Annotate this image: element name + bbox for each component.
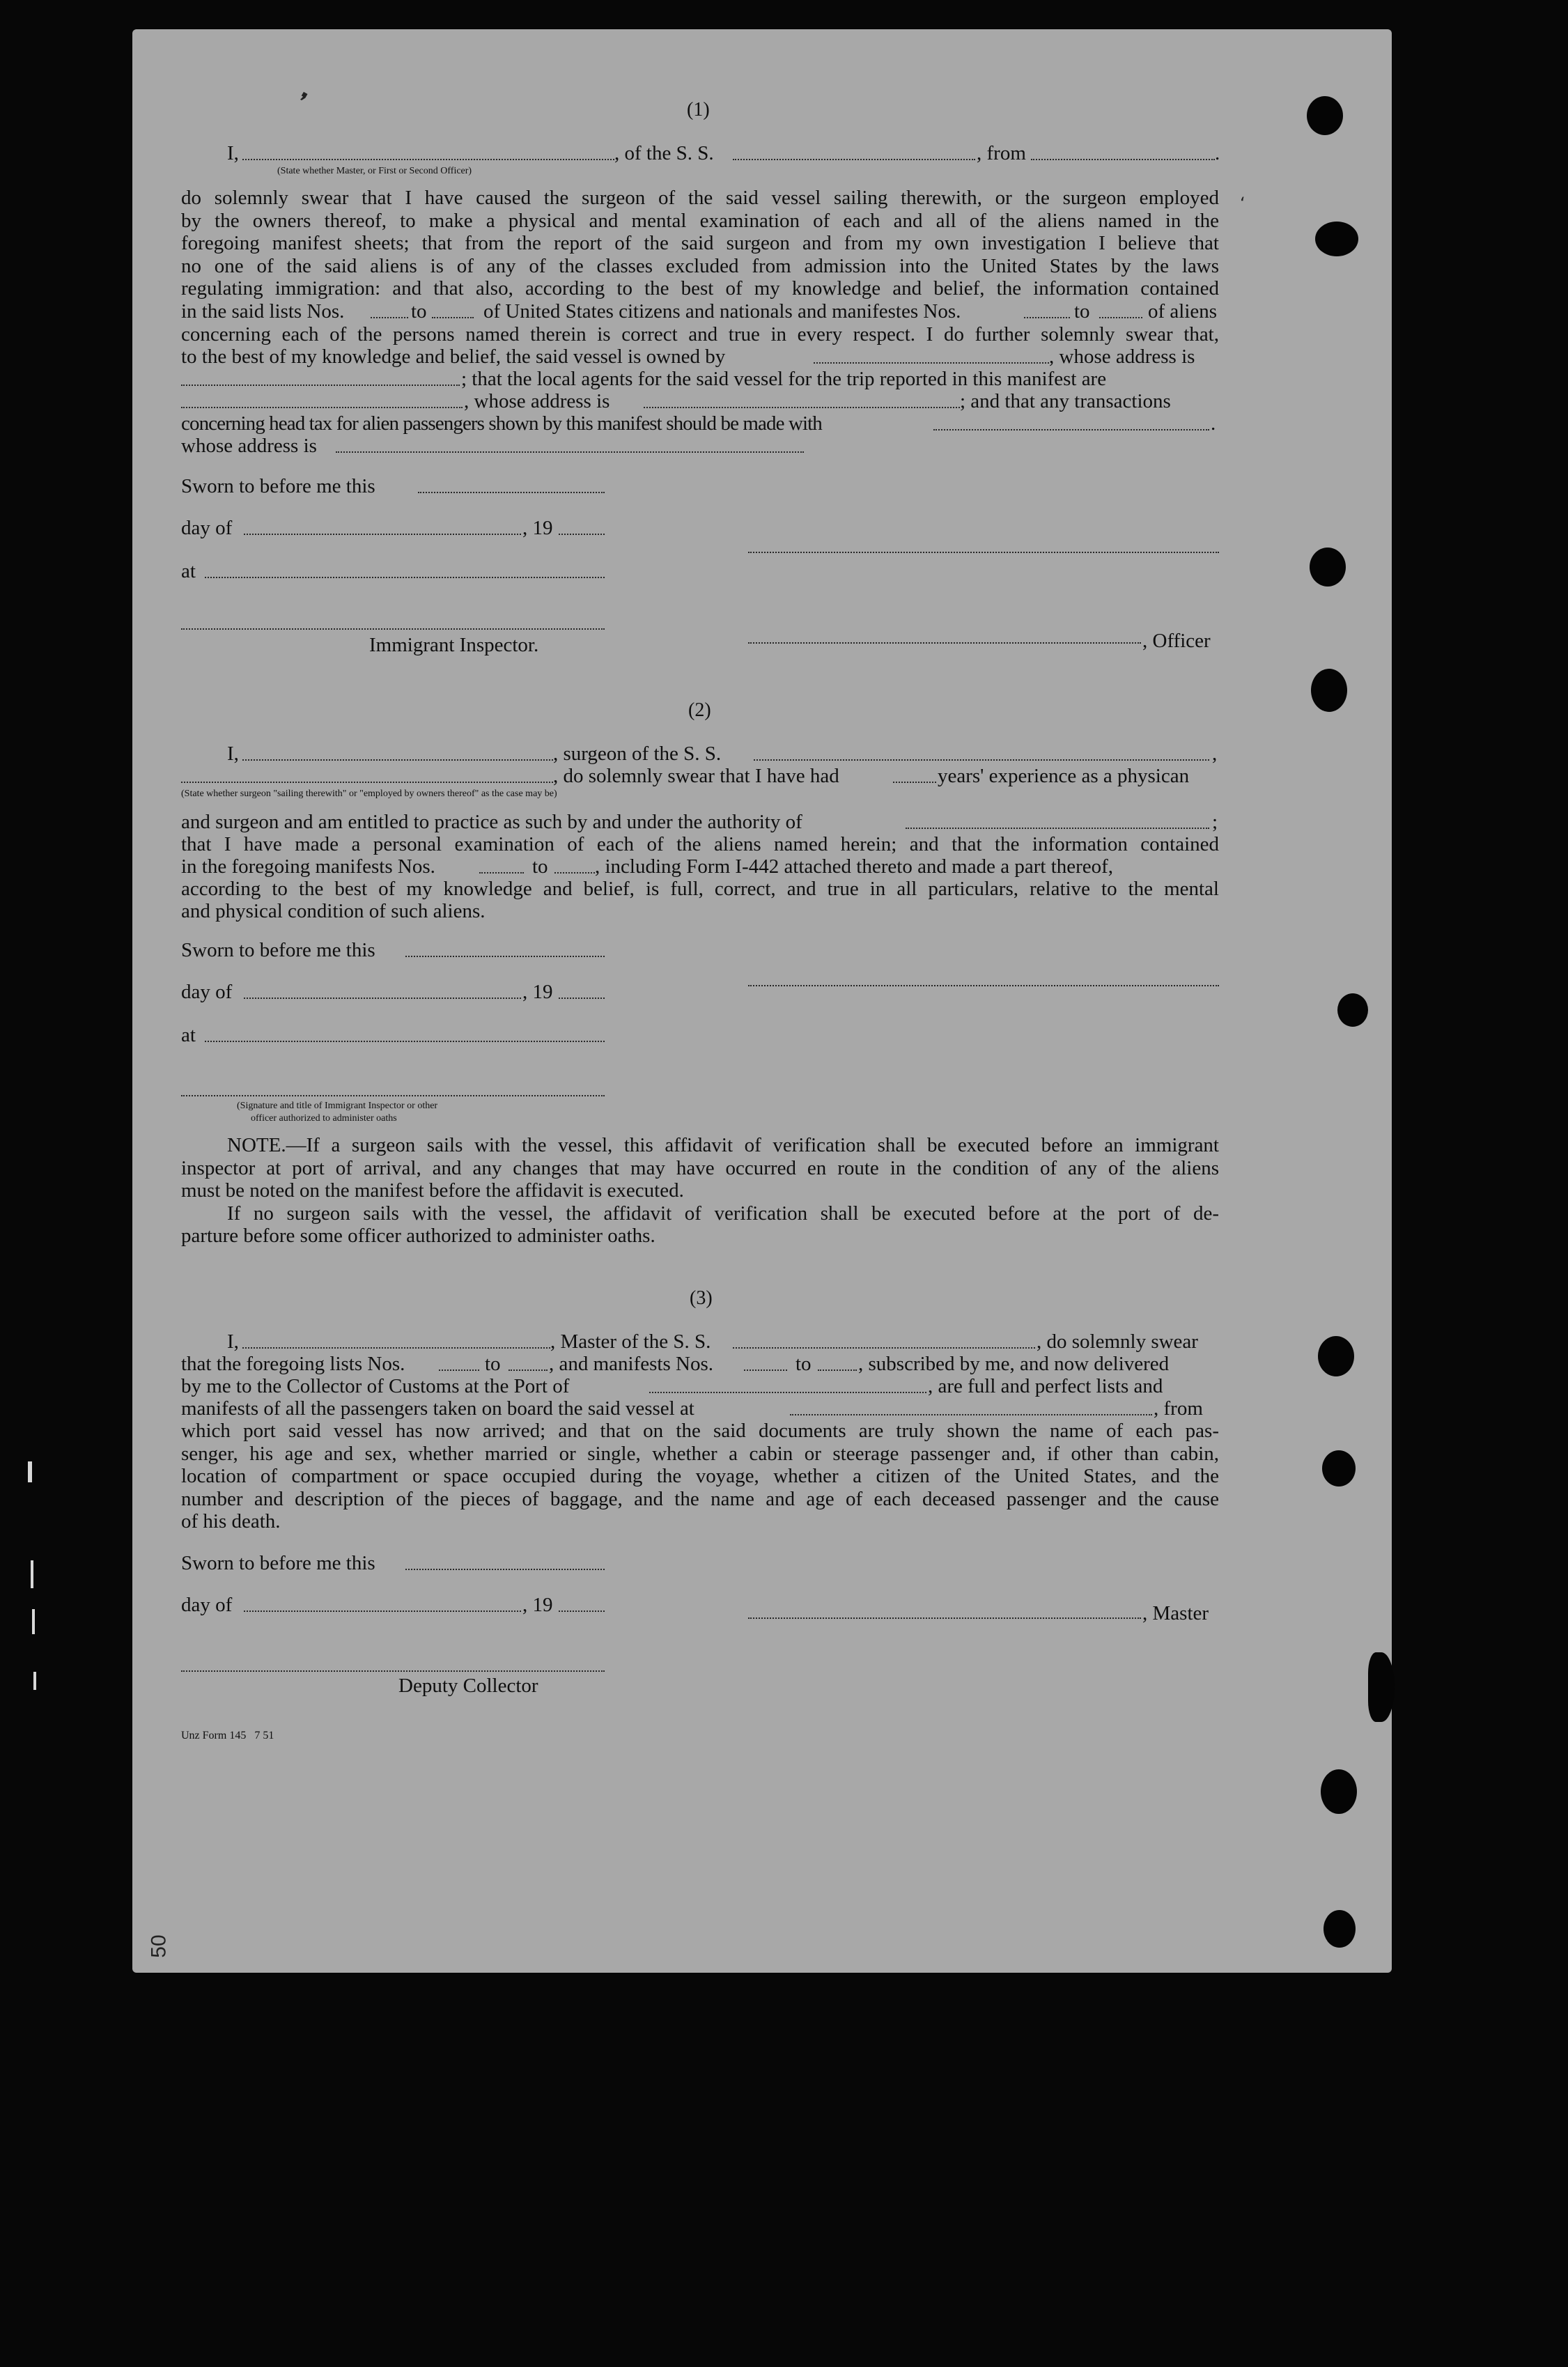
s1-lists-citizens: of United States citizens and nationals and manifestes Nos. [483,300,961,323]
s1-body-line: by the owners thereof, to make a physical and mental examination of each and all of the aliens named in the [181,209,1219,232]
immigrant-inspector-label: Immigrant Inspector. [369,634,539,656]
s1-at-label: at [181,560,196,582]
margin-page-number: 50 [147,1934,171,1958]
surgeon-name-field[interactable] [242,759,553,761]
s3-month-field[interactable] [244,1611,521,1612]
deputy-collector-signature-line[interactable] [181,1670,605,1672]
scan-artifact [33,1672,36,1690]
practice-authority-field[interactable] [906,828,1209,829]
s3-sworn-label: Sworn to before me this [181,1552,375,1574]
binder-hole [1307,96,1343,135]
s1-body-line: concerning each of the persons named therein is correct and true in every respect. I do further solemnly swear that, [181,323,1219,346]
years-experience-field[interactable] [893,782,936,783]
s1-line1-end: . [1215,142,1220,164]
headtax-address-field[interactable] [336,451,804,453]
s2-line1-end: , [1212,743,1218,765]
s1-sworn-date-field[interactable] [418,492,605,493]
scan-artifact [31,1560,33,1588]
s1-headtax-end: . [1211,412,1216,435]
s3-body-line: senger, his age and sex, whether married or single, whether a cabin or steerage passenger and, if other than cabin, [181,1442,1219,1465]
s1-agents-address-label: , whose address is [464,390,610,412]
alien-manifest-from-field[interactable] [1024,317,1070,318]
s2-place-field[interactable] [205,1041,605,1042]
s2-year-field[interactable] [559,998,605,999]
alien-manifest-to-field[interactable] [1099,317,1142,318]
embarkation-port-field[interactable] [790,1414,1152,1415]
owner-address-field[interactable] [181,385,460,386]
s1-month-field[interactable] [244,534,521,535]
s3-body-line: location of compartment or space occupied during the voyage, whether a citizen of the United States, and the [181,1465,1219,1488]
s3-i-label: I, [227,1330,239,1353]
master-label: , Master [1142,1602,1209,1624]
s1-of-ss-label: , of the S. S. [614,142,714,164]
s3-year-label: , 19 [522,1594,553,1616]
binder-hole [1368,1652,1395,1722]
s3-manifest-from-field[interactable] [744,1369,787,1371]
signature-title-note: officer authorized to administer oaths [251,1113,397,1124]
officer-signature-line[interactable] [748,642,1141,644]
deputy-collector-label: Deputy Collector [398,1675,538,1697]
officer-label: , Officer [1142,630,1211,652]
s3-master-label: , Master of the S. S. [550,1330,711,1353]
section-3-number: (3) [690,1287,713,1309]
s1-owner-address-label: , whose address is [1049,346,1195,368]
s1-lists-label: in the said lists Nos. [181,300,345,323]
s3-master-name-field[interactable] [242,1347,550,1349]
s3-delivered-label: , subscribed by me, and now delivered [858,1353,1170,1375]
s3-perfect-lists-label: , are full and perfect lists and [928,1375,1163,1397]
note-line: inspector at port of arrival, and any changes that may have occurred en route in the condition of any of the aliens [181,1156,1219,1179]
binder-hole [1321,1769,1357,1814]
s2-manifest-from-field[interactable] [479,872,524,874]
surgeon-status-note: (State whether surgeon "sailing therewith" or "employed by owners thereof" as the case may be) [181,789,557,799]
note-line: NOTE.—If a surgeon sails with the vessel, this affidavit of verification shall be executed before an immigrant [227,1134,1219,1156]
agents-address-field[interactable] [644,407,960,408]
s2-sworn-date-field[interactable] [405,956,605,957]
s2-year-label: , 19 [522,981,553,1003]
s3-year-field[interactable] [559,1611,605,1612]
s1-from-label: , from [977,142,1026,164]
s1-owned-label: to the best of my knowledge and belief, the said vessel is owned by [181,346,726,368]
binder-hole [1311,669,1347,712]
master-name-field[interactable] [242,159,614,160]
s2-swear-label: , do solemnly swear that I have had [553,765,839,787]
s3-lists-to: to [485,1353,501,1375]
scan-artifact [32,1609,35,1634]
binder-hole [1315,222,1358,256]
no-surgeon-line: parture before some officer authorized to administer oaths. [181,1225,655,1247]
s3-manifests-label: , and manifests Nos. [549,1353,713,1375]
s2-month-field[interactable] [244,998,521,999]
s3-collector-label: by me to the Collector of Customs at the Port of [181,1375,570,1397]
s1-day-of-label: day of [181,517,233,539]
s1-body-line: do solemnly swear that I have caused the surgeon of the said vessel sailing therewith, or the surgeon employed [181,187,1219,209]
s1-whose-address-label: whose address is [181,435,317,457]
s1-sworn-signature-line[interactable] [748,552,1219,553]
s3-day-of-label: day of [181,1594,233,1616]
s1-lists-to2: to [1074,300,1090,323]
s2-at-label: at [181,1024,196,1046]
from-port-field[interactable] [1031,159,1215,160]
s1-transactions-label: ; and that any transactions [960,390,1171,412]
note-line: must be noted on the manifest before the affidavit is executed. [181,1179,684,1202]
s2-authority-end: ; [1212,811,1218,833]
s1-body-line: regulating immigration: and that also, according to the best of my knowledge and belief, the information contained [181,277,1219,300]
s1-agents-label: ; that the local agents for the said vessel for the trip reported in this manifest are [461,368,1107,390]
manifest-form-page [132,29,1392,1973]
s2-nos-to: to [532,855,548,878]
form-number: Unz Form 145 7 51 [181,1730,274,1741]
s3-manifest-to-field[interactable] [818,1369,857,1371]
customs-port-field[interactable] [649,1392,926,1393]
s1-body-line: foregoing manifest sheets; that from the report of the said surgeon and from my own investigation I believe that [181,232,1219,255]
s1-year-field[interactable] [559,534,605,535]
s1-body-line: no one of the said aliens is of any of the classes excluded from admission into the United States by the laws [181,254,1219,277]
s2-i-label: I, [227,743,239,765]
signature-title-note: (Signature and title of Immigrant Inspector or other [237,1101,438,1111]
headtax-agent-field[interactable] [933,429,1209,430]
s2-day-of-label: day of [181,981,233,1003]
s2-authority-label: and surgeon and am entitled to practice as such by and under the authority of [181,811,802,833]
citizen-list-from-field[interactable] [371,317,408,318]
s2-vessel-name-field[interactable] [754,759,1209,761]
s3-body-line: which port said vessel has now arrived; and that on the said documents are truly shown the name of each pas- [181,1420,1219,1442]
s3-taken-label: manifests of all the passengers taken on board the said vessel at [181,1397,694,1420]
no-surgeon-line: If no surgeon sails with the vessel, the affidavit of verification shall be executed before at the port of de- [227,1202,1219,1225]
s1-lists-to: to [411,300,427,323]
section-1-number: (1) [687,99,710,121]
s3-swear-label: , do solemnly swear [1037,1330,1198,1353]
officer-rank-note: (State whether Master, or First or Second Officer) [277,166,472,176]
scan-artifact [28,1461,32,1482]
s2-nos-label: in the foregoing manifests Nos. [181,855,435,878]
s2-body-line: according to the best of my knowledge and belief, is full, correct, and true in all particulars, relative to the mental [181,878,1219,900]
s1-lists-aliens: of aliens [1148,300,1218,323]
vessel-name-field[interactable] [733,159,975,160]
s1-year-label: , 19 [522,517,553,539]
local-agents-field[interactable] [181,407,463,408]
s3-list-to-field[interactable] [509,1369,548,1371]
s3-from-label: , from [1154,1397,1203,1420]
s3-sworn-date-field[interactable] [405,1569,605,1570]
s1-headtax-label: concerning head tax for alien passengers shown by this manifest should be made with [181,412,822,435]
s3-lists-label: that the foregoing lists Nos. [181,1353,405,1375]
section-2-number: (2) [688,699,711,721]
binder-hole [1324,1910,1356,1948]
binder-hole [1310,548,1346,587]
binder-hole [1318,1336,1354,1376]
master-signature-line[interactable] [748,1617,1141,1619]
s1-sworn-label: Sworn to before me this [181,475,375,497]
s3-vessel-name-field[interactable] [733,1347,1035,1349]
s1-place-field[interactable] [205,577,605,578]
inspector-signature-line[interactable] [181,628,605,630]
s2-surgeon-label: , surgeon of the S. S. [553,743,722,765]
binder-hole [1337,993,1368,1027]
surgeon-signature-line[interactable] [748,985,1219,986]
citizen-list-to-field[interactable] [432,317,474,318]
s3-manifests-to: to [795,1353,812,1375]
s3-body-line: number and description of the pieces of baggage, and the name and age of each deceased passenger and the cause [181,1487,1219,1510]
s2-sworn-label: Sworn to before me this [181,939,375,961]
vessel-owner-field[interactable] [814,362,1049,364]
s2-experience-label: years' experience as a physican [938,765,1190,787]
pencil-mark: ‘ [1240,194,1245,213]
s2-body-line: that I have made a personal examination of each of the aliens named herein; and that the information contained [181,833,1219,855]
s1-i-label: I, [227,142,239,164]
pencil-mark: ❜ [290,87,312,117]
s3-body-line: of his death. [181,1510,281,1533]
s2-body-line: and physical condition of such aliens. [181,900,486,922]
surgeon-status-field[interactable] [181,782,553,783]
binder-hole [1322,1450,1356,1487]
s2-manifest-to-field[interactable] [554,872,595,874]
s2-form-label: , including Form I-442 attached thereto and made a part thereof, [595,855,1114,878]
s3-list-from-field[interactable] [439,1369,479,1371]
s2-inspector-signature-line[interactable] [181,1095,605,1096]
